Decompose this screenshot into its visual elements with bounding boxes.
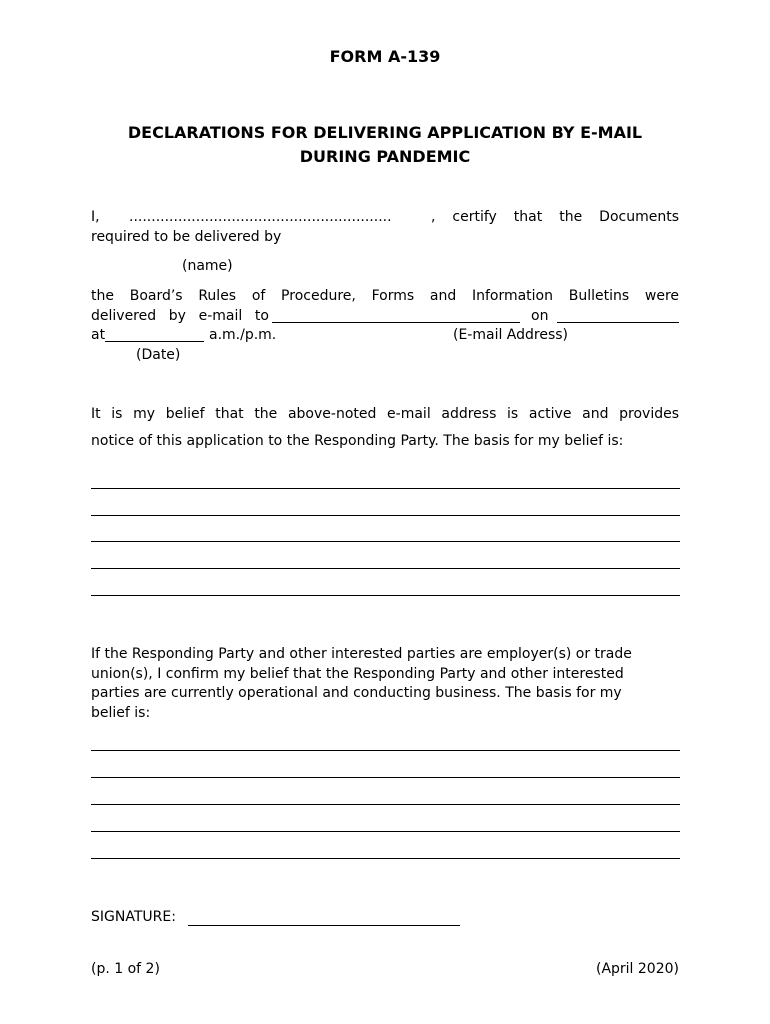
signature-field[interactable]: [188, 925, 460, 926]
belief-basis-line[interactable]: [91, 568, 680, 569]
operational-line-4: belief is:: [91, 705, 151, 721]
operational-basis-line[interactable]: [91, 804, 680, 805]
signature-label: SIGNATURE:: [91, 909, 176, 925]
operational-basis-line[interactable]: [91, 831, 680, 832]
name-dotted-field[interactable]: ...........................................................: [129, 209, 392, 225]
form-number: FORM A-139: [329, 47, 441, 66]
belief-basis-line[interactable]: [91, 541, 680, 542]
operational-basis-line[interactable]: [91, 750, 680, 751]
at-label: at: [91, 327, 106, 343]
form-heading-line-2: DURING PANDEMIC: [299, 147, 471, 166]
certify-line-3: the Board’s Rules of Procedure, Forms and Information Bulletins were: [91, 288, 679, 304]
revision-date: (April 2020): [595, 961, 679, 977]
operational-line-3: parties are currently operational and conducting business. The basis for my: [91, 685, 622, 701]
email-address-field[interactable]: [272, 308, 520, 323]
delivered-by-email-label: delivered by e-mail to: [91, 308, 269, 324]
certify-line-2: required to be delivered by: [91, 229, 282, 245]
certify-line-5: [91, 327, 679, 347]
belief-line-2: notice of this application to the Responding Party. The basis for my belief is:: [91, 433, 624, 449]
certify-i: I,: [91, 209, 100, 225]
time-field[interactable]: [105, 327, 204, 342]
belief-line-1: It is my belief that the above-noted e-mail address is active and provides: [91, 406, 679, 422]
email-caption: (E-mail Address): [453, 327, 569, 343]
on-label: on: [531, 308, 549, 324]
page-number: (p. 1 of 2): [91, 961, 160, 977]
operational-basis-line[interactable]: [91, 858, 680, 859]
ampm-label: a.m./p.m.: [209, 327, 277, 343]
operational-line-2: union(s), I confirm my belief that the Responding Party and other interested: [91, 666, 624, 682]
certify-line-4: [91, 308, 679, 328]
form-heading-line-1: DECLARATIONS FOR DELIVERING APPLICATION BY E-MAIL: [127, 123, 643, 142]
certify-line-1: [91, 209, 679, 229]
belief-basis-line[interactable]: [91, 515, 680, 516]
date-caption: (Date): [136, 347, 181, 363]
certify-rest: , certify that the Documents: [431, 209, 679, 225]
belief-basis-line[interactable]: [91, 595, 680, 596]
operational-line-1: If the Responding Party and other interested parties are employer(s) or trade: [91, 646, 632, 662]
belief-basis-line[interactable]: [91, 488, 680, 489]
operational-basis-line[interactable]: [91, 777, 680, 778]
name-caption: (name): [182, 258, 233, 274]
date-field[interactable]: [557, 308, 679, 323]
